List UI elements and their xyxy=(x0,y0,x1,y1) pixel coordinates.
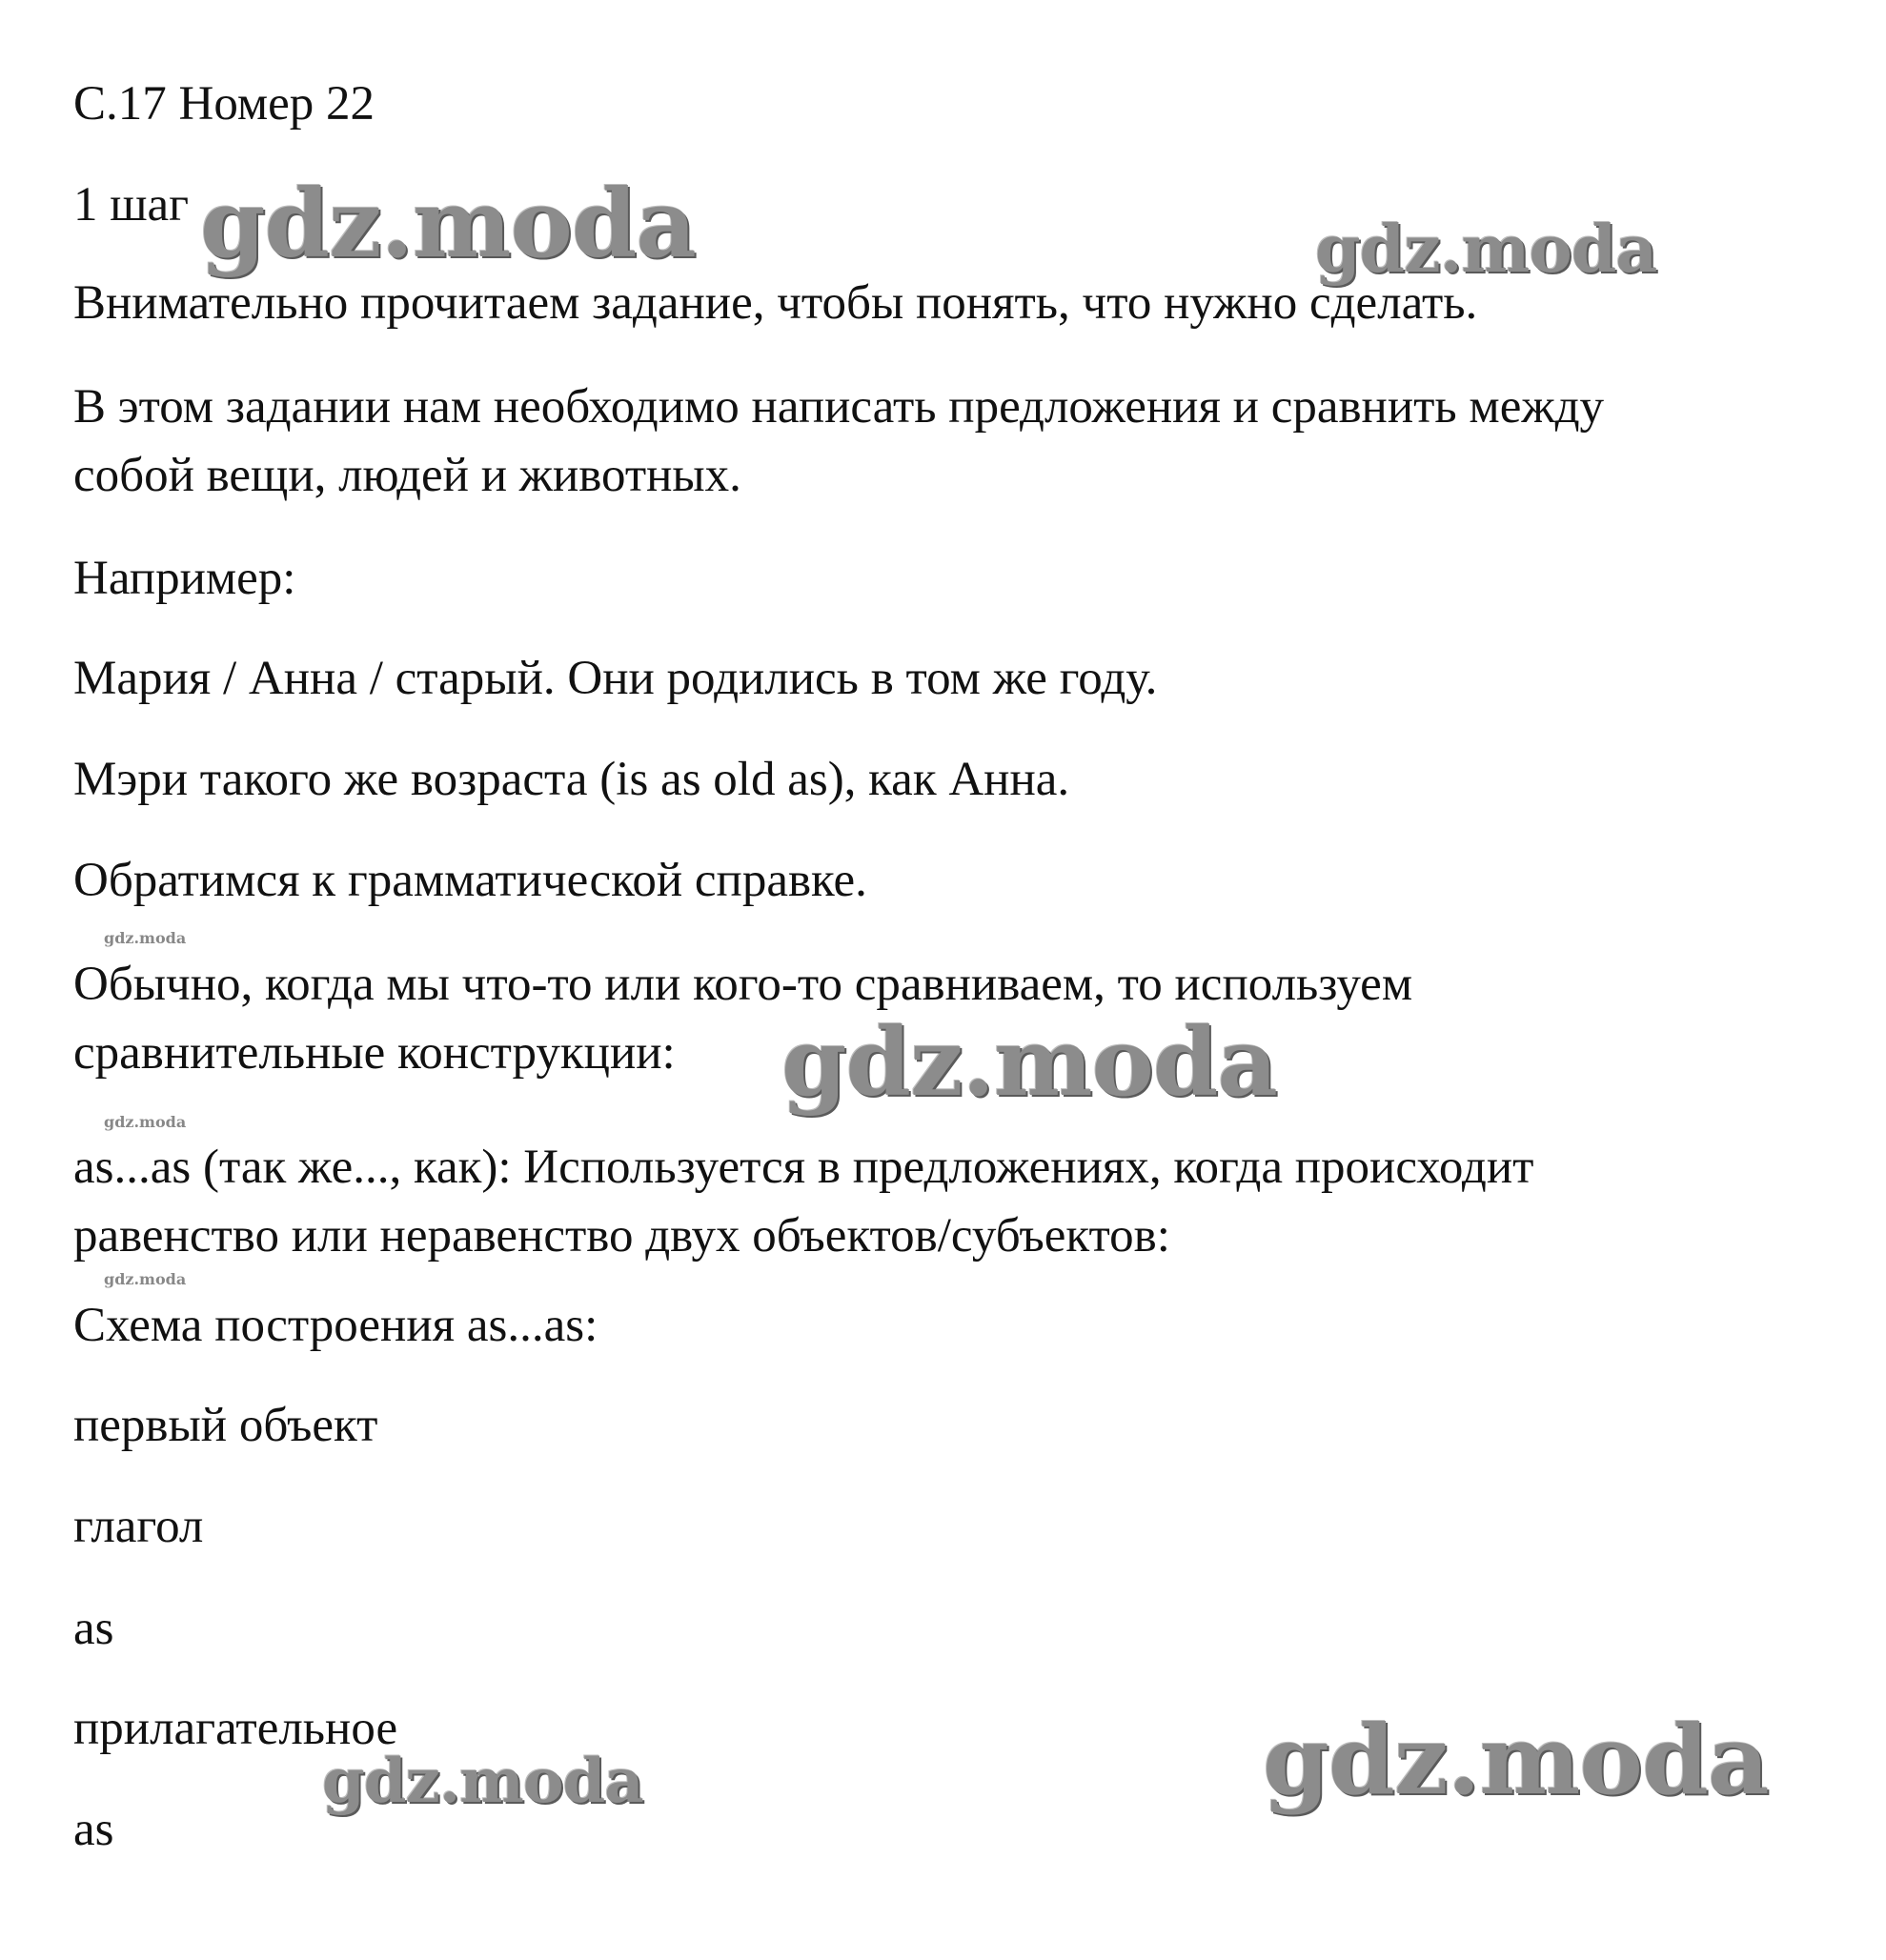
paragraph-line: as...as (так же..., как): Используется в предложениях, когда происходит xyxy=(73,1141,1534,1194)
watermark-small: gdz.moda xyxy=(104,1113,187,1131)
watermark-logo: gdz.moda xyxy=(200,170,696,279)
paragraph-line: Внимательно прочитаем задание, чтобы понять, что нужно сделать. xyxy=(73,276,1478,330)
watermark-small: gdz.moda xyxy=(104,929,187,947)
watermark-logo: gdz.moda xyxy=(322,1746,643,1817)
paragraph-line: Мэри такого же возраста (is as old as), как Анна. xyxy=(73,753,1070,806)
paragraph-line: Схема построения as...as: xyxy=(73,1299,598,1352)
list-item: as xyxy=(73,1803,114,1856)
paragraph-line: Обычно, когда мы что-то или кого-то сравниваем, то используем xyxy=(73,958,1413,1011)
paragraph-line: сравнительные конструкции: xyxy=(73,1026,676,1080)
paragraph-line: В этом задании нам необходимо написать предложения и сравнить между xyxy=(73,380,1605,434)
paragraph-line: равенство или неравенство двух объектов/субъектов: xyxy=(73,1209,1170,1263)
list-item: глагол xyxy=(73,1500,204,1553)
watermark-logo: gdz.moda xyxy=(781,1008,1277,1118)
list-item: первый объект xyxy=(73,1399,378,1452)
page-title: С.17 Номер 22 xyxy=(73,77,375,131)
list-item: as xyxy=(73,1602,114,1655)
paragraph-line: Мария / Анна / старый. Они родились в том же году. xyxy=(73,652,1158,705)
paragraph-line: Обратимся к грамматической справке. xyxy=(73,854,867,907)
watermark-logo: gdz.moda xyxy=(1263,1704,1769,1816)
watermark-logo: gdz.moda xyxy=(1315,212,1657,288)
list-item: прилагательное xyxy=(73,1702,398,1755)
watermark-small: gdz.moda xyxy=(104,1270,187,1288)
step-label: 1 шаг xyxy=(73,178,190,232)
paragraph-line: Например: xyxy=(73,552,296,605)
paragraph-line: собой вещи, людей и животных. xyxy=(73,449,741,502)
